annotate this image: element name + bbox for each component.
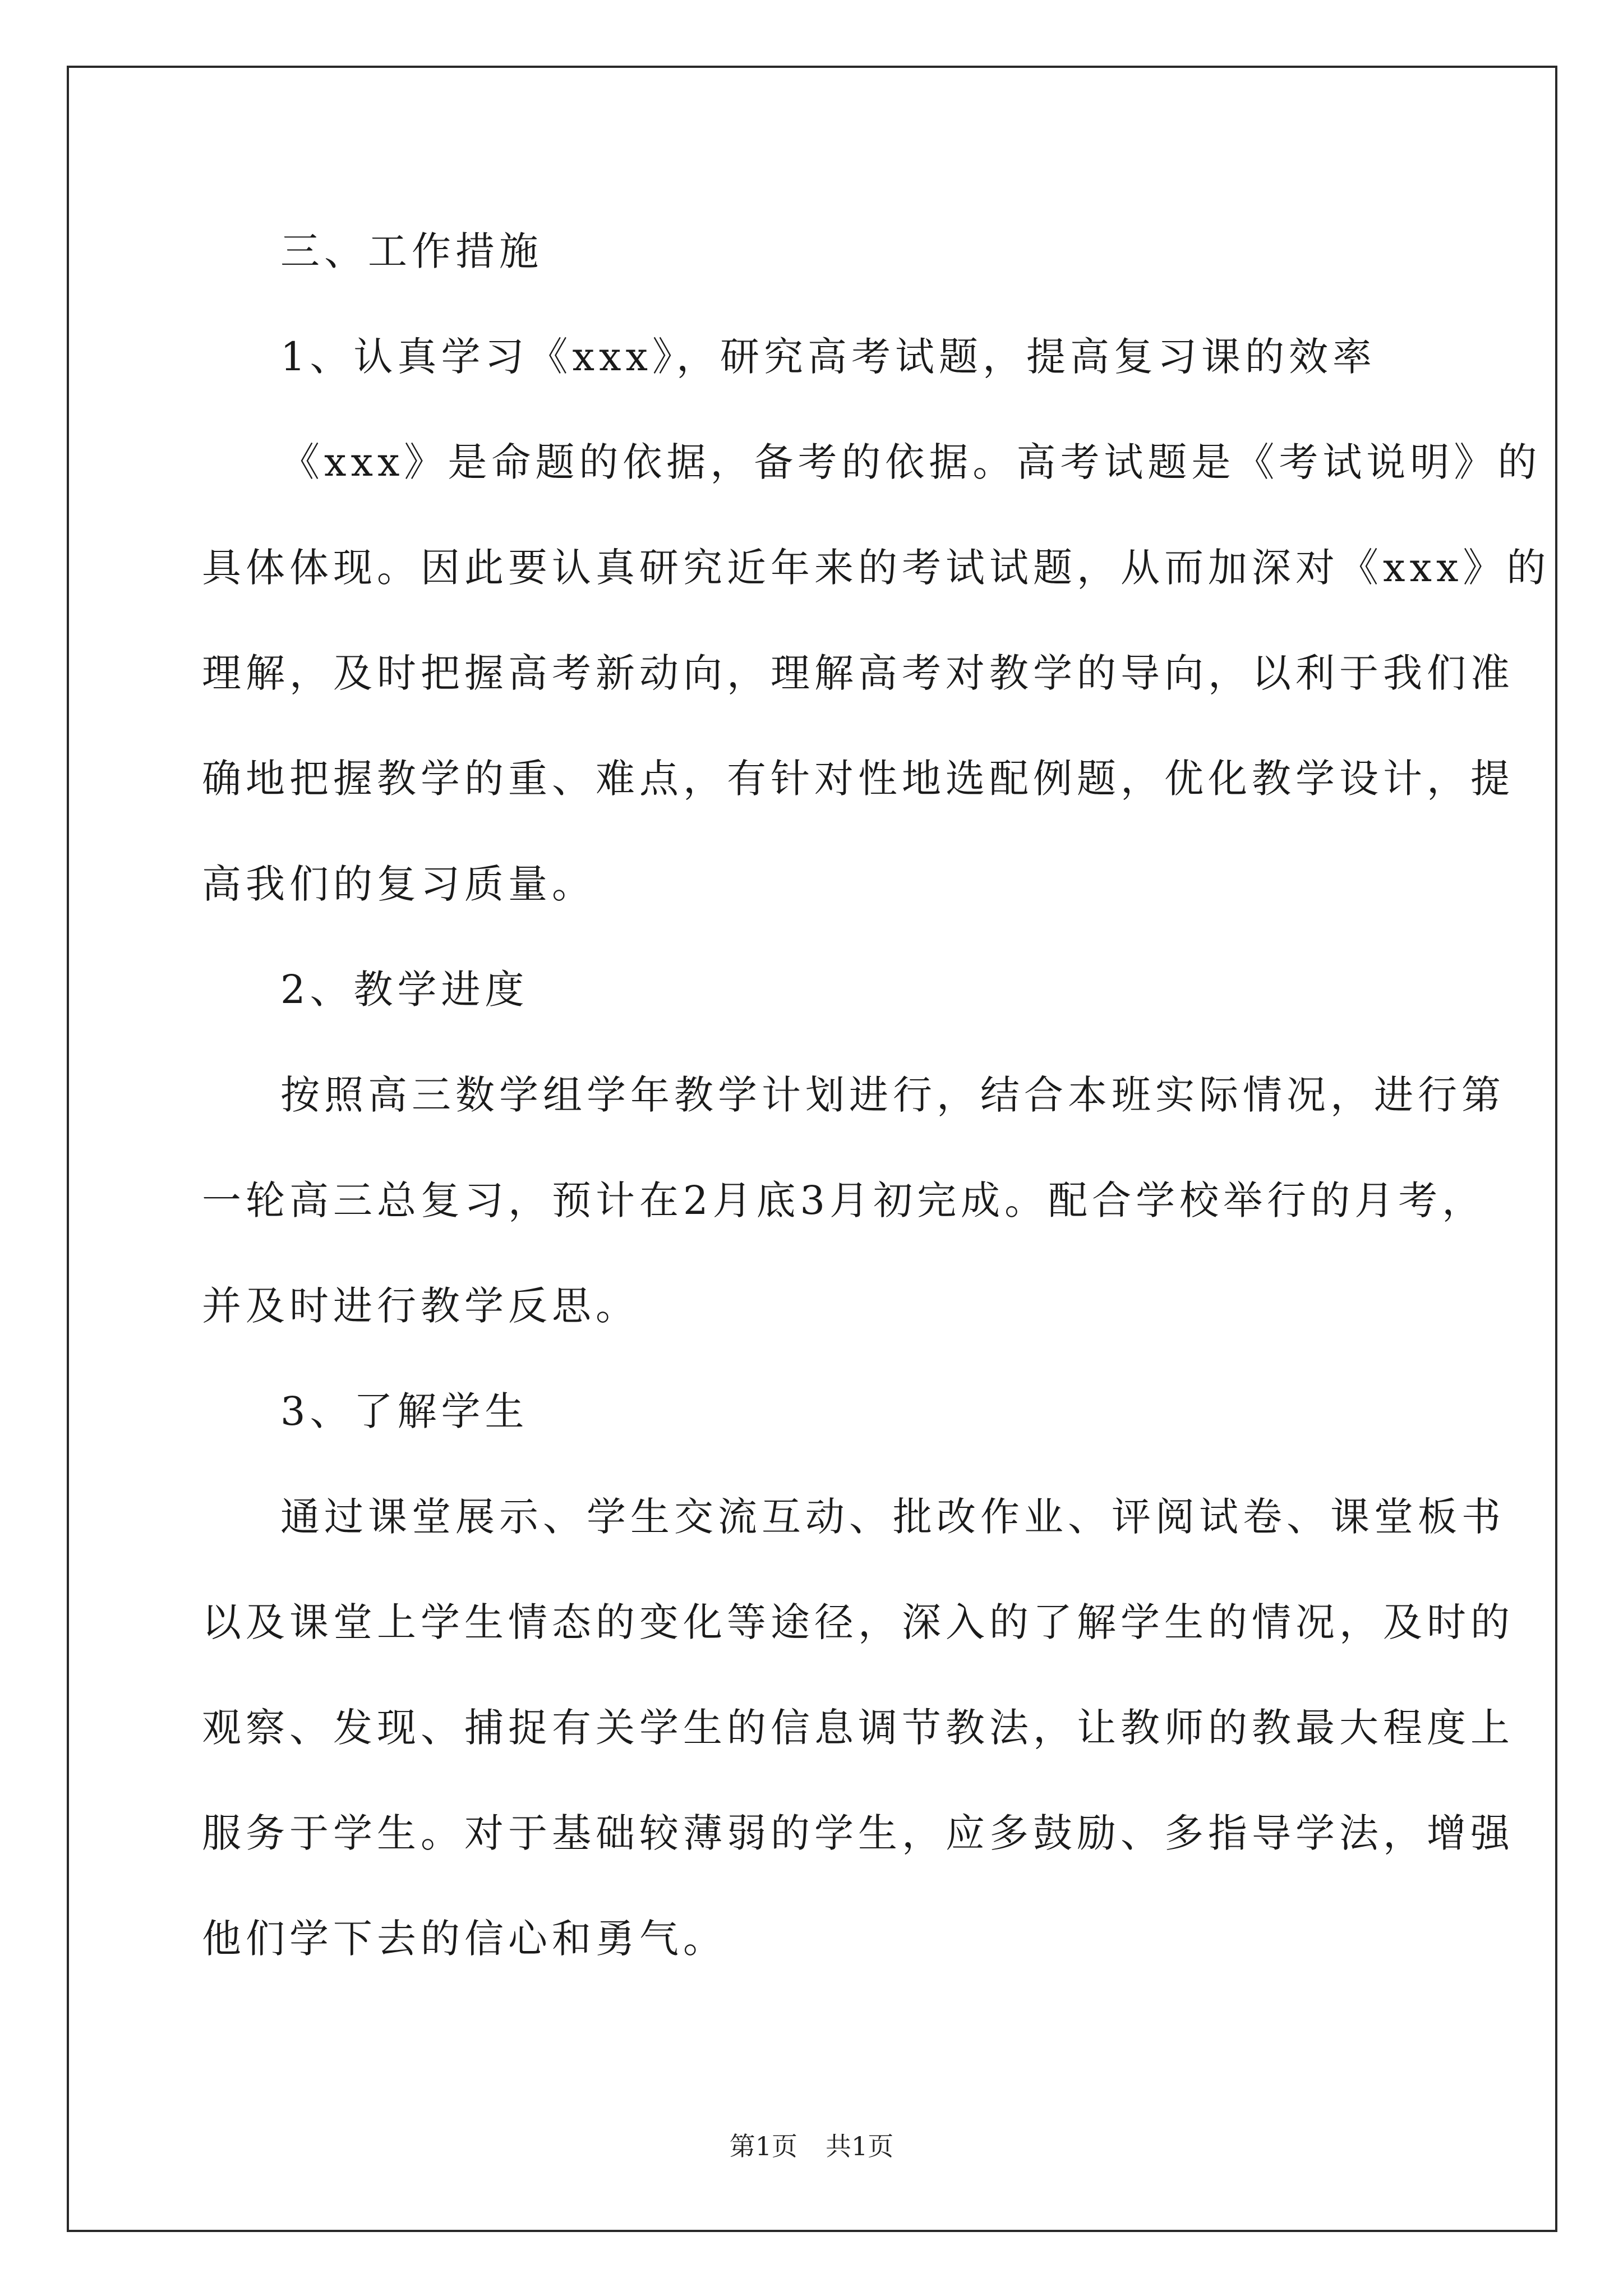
paragraph-line: 按照高三数学组学年教学计划进行，结合本班实际情况，进行第 (280, 1072, 1505, 1118)
paragraph-line: 并及时进行教学反思。 (202, 1283, 639, 1329)
paragraph-line: 《xxx》是命题的依据，备考的依据。高考试题是《考试说明》的 (280, 439, 1542, 485)
paragraph-line: 他们学下去的信心和勇气。 (202, 1916, 727, 1962)
page-number: 第1页 (729, 2131, 797, 2161)
paragraph-line: 确地把握教学的重、难点，有针对性地选配例题，优化教学设计，提 (202, 756, 1514, 802)
page-footer (0, 2126, 1623, 2163)
paragraph-line: 服务于学生。对于基础较薄弱的学生，应多鼓励、多指导学法，增强 (202, 1810, 1514, 1856)
subheading: 3、了解学生 (280, 1388, 529, 1434)
paragraph-line: 具体体现。因此要认真研究近年来的考试试题，从而加深对《xxx》的 (202, 545, 1551, 591)
subheading: 1、认真学习《xxx》，研究高考试题，提高复习课的效率 (280, 334, 1376, 380)
paragraph-line: 高我们的复习质量。 (202, 861, 596, 907)
page-total: 共1页 (826, 2131, 894, 2161)
document-body (202, 219, 1551, 2012)
section-heading: 三、工作措施 (280, 228, 543, 274)
paragraph-line: 观察、发现、捕捉有关学生的信息调节教法，让教师的教最大程度上 (202, 1705, 1514, 1751)
paragraph-line: 理解，及时把握高考新动向，理解高考对教学的导向，以利于我们准 (202, 650, 1514, 696)
paragraph-line: 通过课堂展示、学生交流互动、批改作业、评阅试卷、课堂板书 (280, 1494, 1505, 1540)
paragraph-line: 以及课堂上学生情态的变化等途径，深入的了解学生的情况，及时的 (202, 1599, 1514, 1645)
paragraph-line: 一轮高三总复习，预计在2月底3月初完成。配合学校举行的月考， (202, 1177, 1486, 1223)
subheading: 2、教学进度 (280, 967, 529, 1013)
